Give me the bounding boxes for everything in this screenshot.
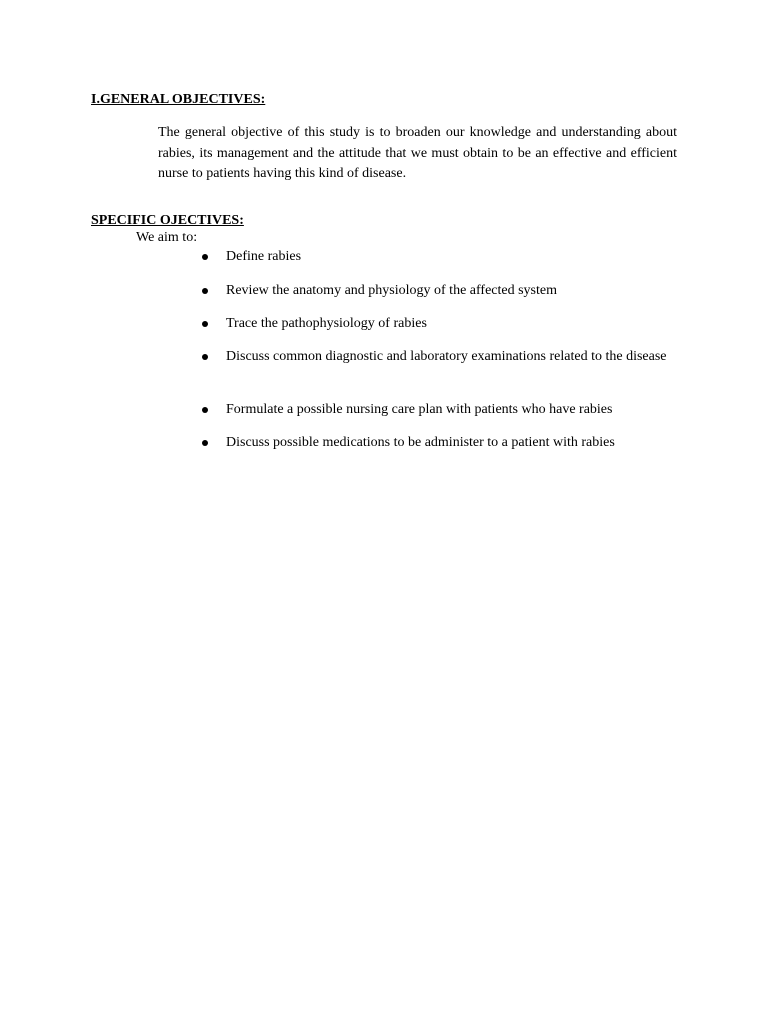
- bullet-icon: [202, 440, 208, 446]
- list-item-text: Trace the pathophysiology of rabies: [226, 316, 427, 331]
- specific-objectives-heading: SPECIFIC OJECTIVES:: [91, 213, 244, 228]
- bullet-icon: [202, 321, 208, 327]
- list-item-text: Define rabies: [226, 249, 302, 264]
- list-item-text: Review the anatomy and physiology of the affected system: [226, 283, 557, 298]
- bullet-icon: [202, 254, 208, 260]
- specific-objectives-intro: We aim to:: [136, 230, 198, 245]
- list-item-text: Formulate a possible nursing care plan with patients who have rabies: [226, 402, 613, 417]
- bullet-icon: [202, 407, 208, 413]
- general-objectives-heading: I.GENERAL OBJECTIVES:: [91, 92, 266, 107]
- list-item-text: Discuss possible medications to be administer to a patient with rabies: [226, 435, 615, 450]
- bullet-icon: [202, 354, 208, 360]
- general-objectives-paragraph: The general objective of this study is to broaden our knowledge and understanding about rabies, its management and the attitude that we must obtain to be an effective and efficient nurse to patients having this kind of disease.: [158, 125, 677, 181]
- bullet-icon: [202, 288, 208, 294]
- list-item-text: Discuss common diagnostic and laboratory examinations related to the disease: [226, 349, 667, 364]
